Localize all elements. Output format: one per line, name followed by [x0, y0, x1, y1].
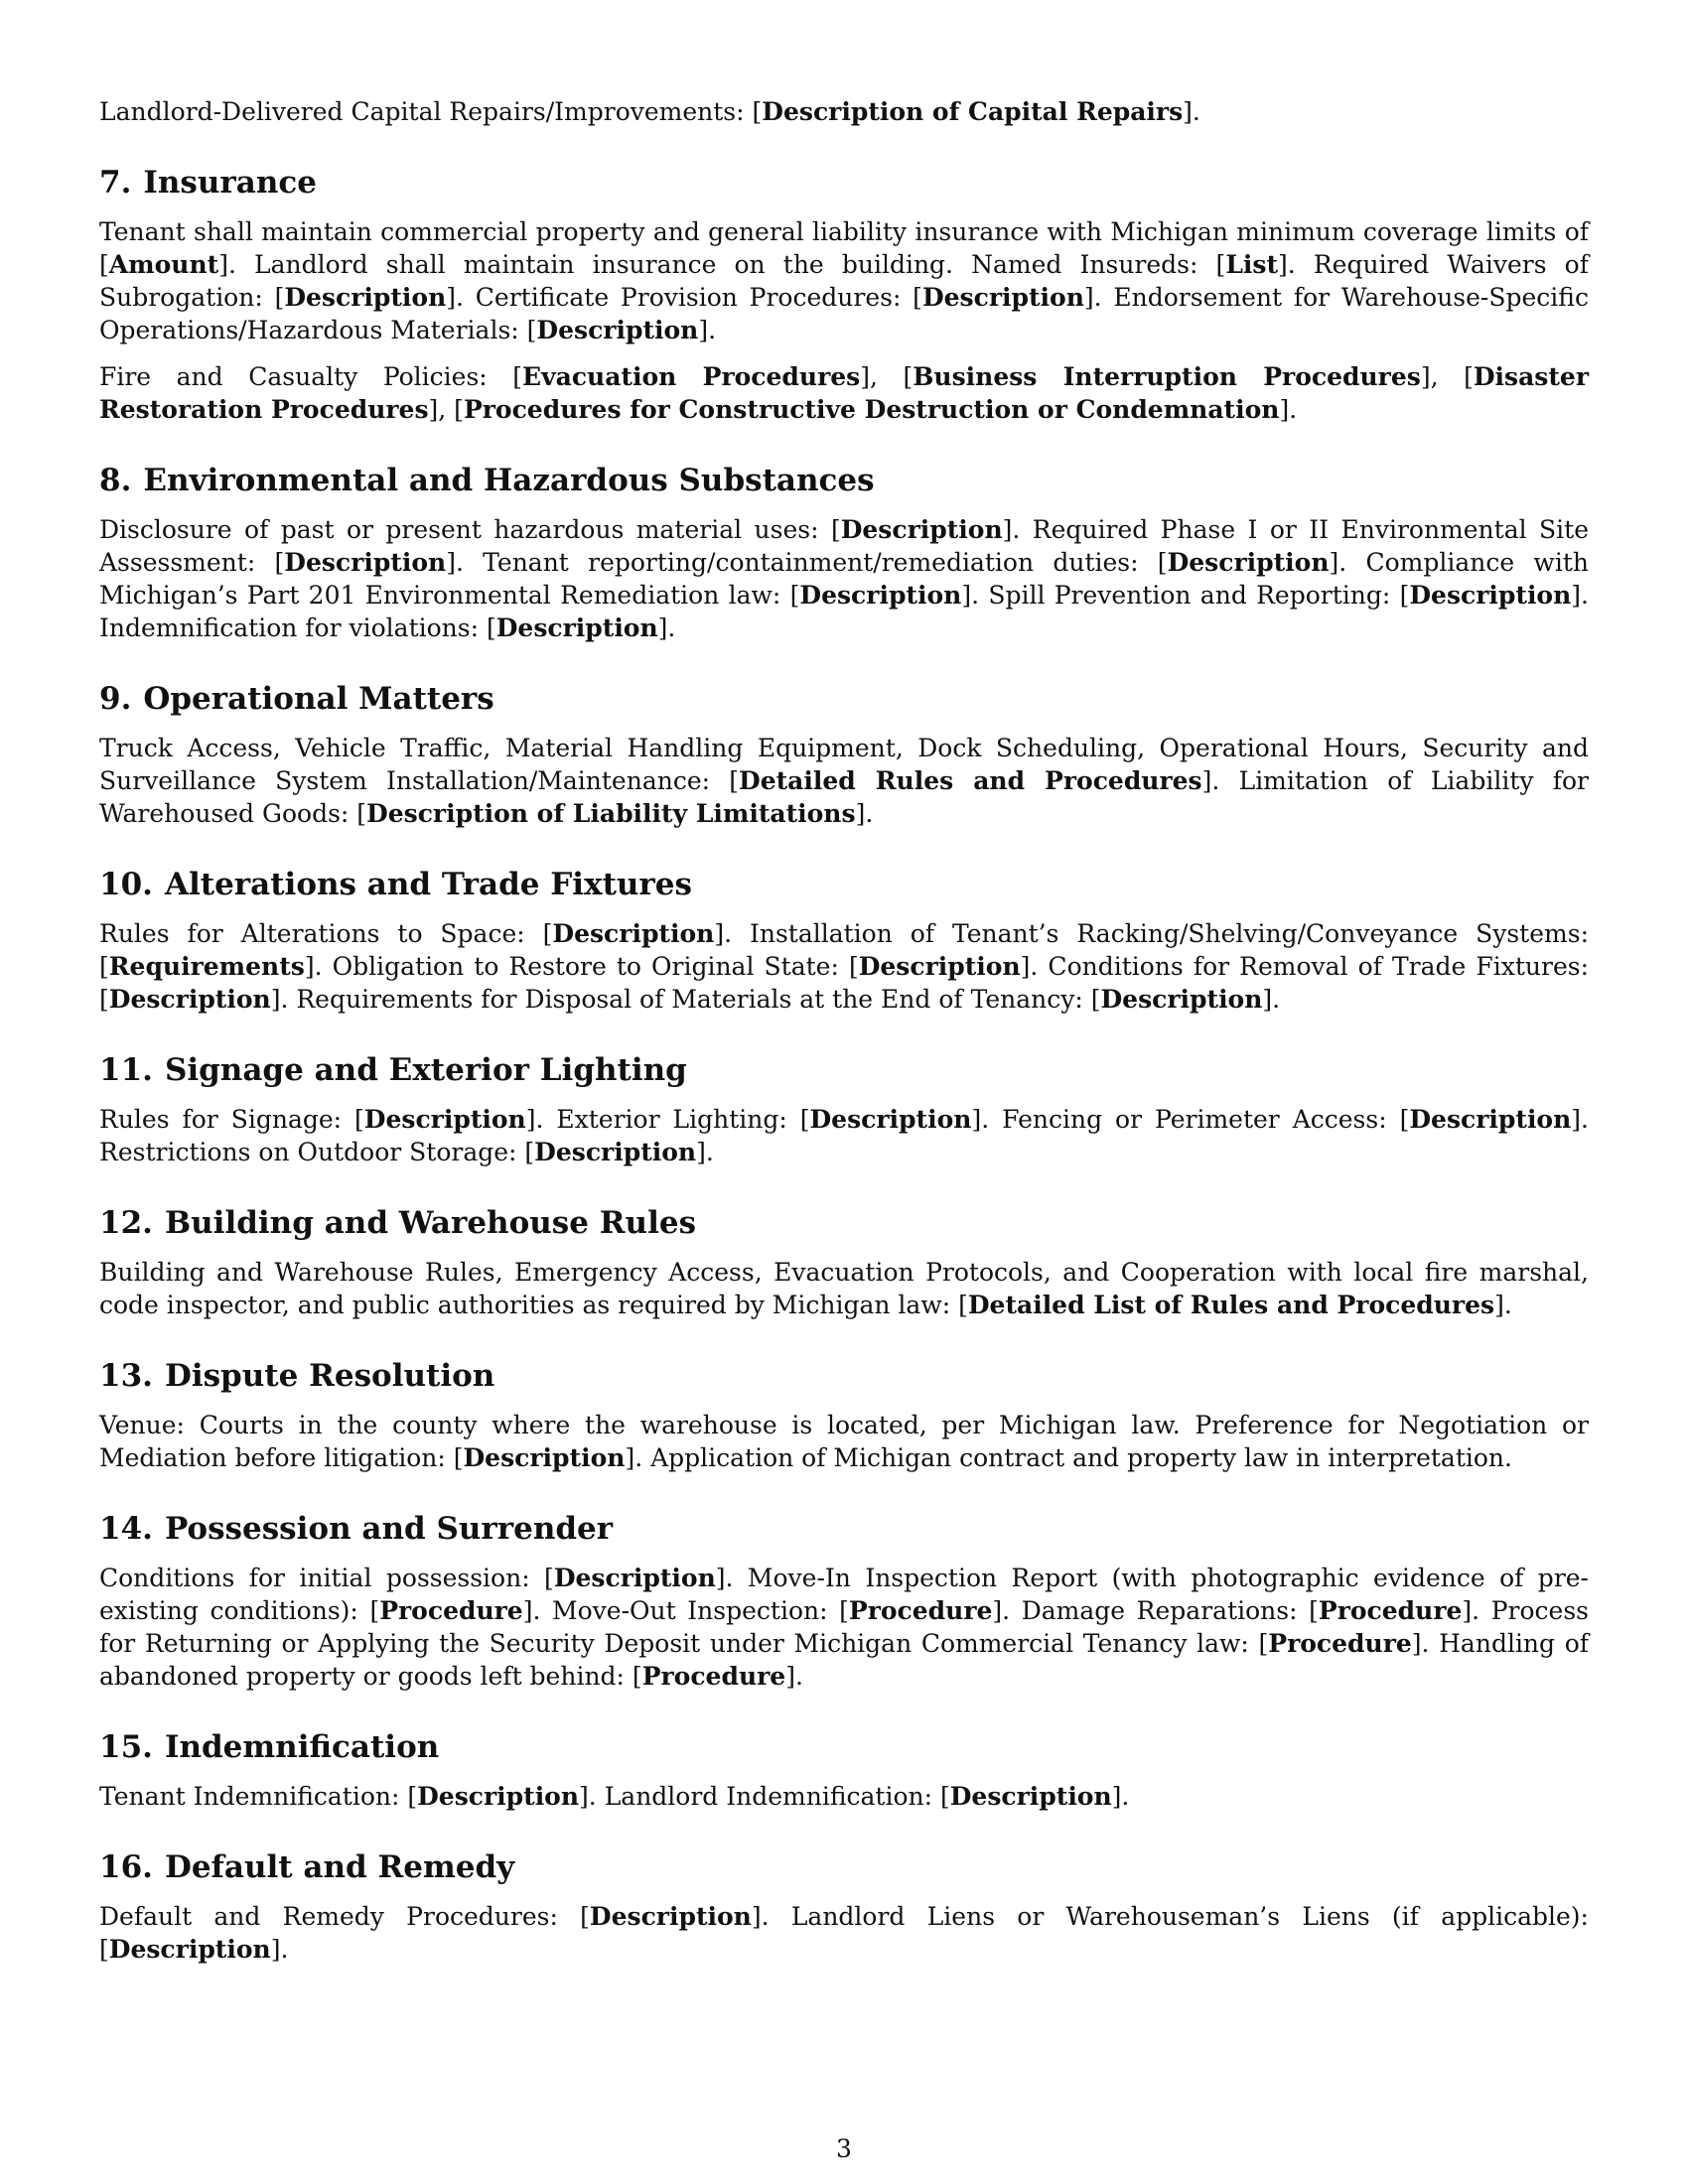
section-title: Indemnification [164, 1729, 440, 1765]
section-number: 10. [99, 867, 153, 902]
placeholder-field: Description [840, 515, 1003, 544]
text-run: ]. Indemnification for violations: [ [99, 581, 1589, 642]
text-run: Disclosure of past or present hazardous material uses: [ [99, 515, 841, 544]
section-number: 11. [99, 1052, 153, 1088]
placeholder-field: Description [949, 1782, 1112, 1811]
text-run: ]. Landlord Liens or Warehouseman’s Liens (if applicable): [ [99, 1902, 1589, 1964]
text-run: Default and Remedy Procedures: [ [99, 1902, 590, 1931]
text-run: ]. Exterior Lighting: [ [525, 1105, 810, 1134]
text-run: Fire and Casualty Policies: [ [99, 362, 523, 391]
section-heading [99, 866, 1589, 903]
section-paragraph [99, 360, 1589, 426]
text-run: ]. Compliance with Michigan’s Part 201 Environmental Remediation law: [ [99, 548, 1589, 610]
text-run: Conditions for initial possession: [ [99, 1564, 554, 1592]
section-title: Operational Matters [143, 681, 494, 717]
section-heading [99, 1204, 1589, 1242]
section-paragraph [99, 215, 1589, 346]
text-run: Tenant Indemnification: [ [99, 1782, 418, 1811]
section-number: 12. [99, 1205, 153, 1241]
text-run: ]. [1262, 985, 1281, 1014]
sections-container [99, 164, 1589, 1966]
placeholder-field: Description [921, 283, 1084, 312]
page-number: 3 [836, 2134, 852, 2163]
section-number: 7. [99, 165, 132, 201]
document-page [99, 95, 1589, 1979]
text-run: ]. [1111, 1782, 1130, 1811]
placeholder-field: Description [552, 919, 715, 948]
placeholder-field: Description [1409, 1105, 1572, 1134]
section-heading [99, 164, 1589, 202]
intro-field: Description of Capital Repairs [762, 97, 1184, 126]
placeholder-field: Description [1167, 548, 1330, 577]
section-title: Dispute Resolution [164, 1358, 495, 1394]
text-run: ]. Fencing or Perimeter Access: [ [971, 1105, 1410, 1134]
text-run: Building and Warehouse Rules, Emergency Access, Evacuation Protocols, and Cooperation with local fire marshal, code inspector, and public authorities as required by Michigan law: [ [99, 1258, 1589, 1319]
section-heading [99, 1848, 1589, 1886]
placeholder-field: Description [463, 1443, 626, 1472]
text-run: ]. [698, 316, 717, 344]
text-run: ]. Required Waivers of Subrogation: [ [99, 250, 1589, 312]
section-paragraph [99, 917, 1589, 1016]
placeholder-field: Amount [108, 250, 219, 279]
text-run: ]. Obligation to Restore to Original State: [ [304, 952, 859, 981]
text-run: ]. Restrictions on Outdoor Storage: [ [99, 1105, 1589, 1166]
text-run: ]. Installation of Tenant’s Racking/Shelving/Conveyance Systems: [ [99, 919, 1589, 981]
text-run: ]. Tenant reporting/containment/remediation duties: [ [446, 548, 1168, 577]
section-heading [99, 1357, 1589, 1395]
section-number: 13. [99, 1358, 153, 1394]
section-title: Building and Warehouse Rules [164, 1205, 697, 1241]
text-run: Rules for Signage: [ [99, 1105, 364, 1134]
section-paragraph [99, 1103, 1589, 1168]
placeholder-field: Description [284, 548, 447, 577]
section-number: 14. [99, 1511, 153, 1547]
placeholder-field: Disaster Restoration Procedures [99, 362, 1590, 424]
section-number: 9. [99, 681, 132, 717]
intro-paragraph: Landlord-Delivered Capital Repairs/Improvements: [Description of Capital Repairs]. [99, 97, 1200, 126]
text-run: ]. Spill Prevention and Reporting: [ [961, 581, 1410, 610]
section-paragraph [99, 1900, 1589, 1966]
section-paragraph [99, 1562, 1589, 1693]
placeholder-field: Procedures for Constructive Destruction or Condemnation [463, 395, 1280, 424]
text-run: ]. Certificate Provision Procedures: [ [446, 283, 922, 312]
text-run: ]. Conditions for Removal of Trade Fixtures: [ [99, 952, 1590, 1014]
text-run: Tenant shall maintain commercial property and general liability insurance with Michigan minimum coverage limits of [ [99, 217, 1589, 279]
text-run: ]. Requirements for Disposal of Materials at the End of Tenancy: [ [270, 985, 1101, 1014]
section-number: 16. [99, 1849, 153, 1885]
section-heading [99, 1051, 1589, 1089]
section-paragraph [99, 732, 1589, 830]
text-run: ]. Limitation of Liability for Warehoused Goods: [ [99, 766, 1589, 828]
section-title: Alterations and Trade Fixtures [164, 867, 692, 902]
text-run: ]. [270, 1935, 289, 1964]
text-run: Rules for Alterations to Space: [ [99, 919, 553, 948]
section-heading [99, 462, 1589, 499]
section-heading [99, 1728, 1589, 1766]
section-heading [99, 680, 1589, 718]
placeholder-field: Description [799, 581, 962, 610]
text-run: ]. Required Phase I or II Environmental Site Assessment: [ [99, 515, 1589, 577]
text-run: ]. Process for Returning or Applying the Security Deposit under Michigan Commercial Tenancy law: [ [99, 1596, 1589, 1658]
placeholder-field: Description [108, 985, 271, 1014]
placeholder-field: Evacuation Procedures [522, 362, 861, 391]
placeholder-field: Procedure [848, 1596, 993, 1625]
placeholder-field: List [1225, 250, 1279, 279]
section-number: 15. [99, 1729, 153, 1765]
section-title: Possession and Surrender [164, 1511, 614, 1547]
section-title: Insurance [143, 165, 317, 201]
text-run: ]. [1494, 1291, 1512, 1319]
placeholder-field: Description [589, 1902, 752, 1931]
text-run: ], [ [428, 395, 464, 424]
section-heading [99, 1510, 1589, 1548]
text-run: ]. Application of Michigan contract and property law in interpretation. [625, 1443, 1512, 1472]
text-run: ]. [855, 799, 874, 828]
placeholder-field: Description [284, 283, 447, 312]
text-run: Venue: Courts in the county where the warehouse is located, per Michigan law. Preference for Negotiation or Mediation before litigation: [ [99, 1411, 1589, 1472]
placeholder-field: Procedure [379, 1596, 523, 1625]
section-paragraph [99, 1409, 1589, 1474]
text-run: ]. Landlord Indemnification: [ [579, 1782, 950, 1811]
placeholder-field: Procedure [1318, 1596, 1463, 1625]
placeholder-field: Business Interruption Procedures [913, 362, 1421, 391]
placeholder-field: Description [858, 952, 1021, 981]
placeholder-field: Description [417, 1782, 580, 1811]
text-run: ]. Landlord shall maintain insurance on the building. Named Insureds: [ [218, 250, 1226, 279]
placeholder-field: Description [1100, 985, 1263, 1014]
placeholder-field: Detailed Rules and Procedures [739, 766, 1202, 795]
placeholder-field: Description [809, 1105, 972, 1134]
placeholder-field: Description [108, 1935, 271, 1964]
section-number: 8. [99, 463, 132, 498]
text-run: ]. Endorsement for Warehouse-Specific Operations/Hazardous Materials: [ [99, 283, 1589, 344]
placeholder-field: Requirements [108, 952, 305, 981]
text-run: ], [ [860, 362, 914, 391]
placeholder-field: Description [536, 316, 699, 344]
section-title: Default and Remedy [164, 1849, 515, 1885]
text-run: ]. [1279, 395, 1298, 424]
placeholder-field: Description [534, 1138, 697, 1166]
section-paragraph [99, 1780, 1589, 1813]
text-run: ]. [785, 1662, 803, 1691]
text-run: ]. Move-In Inspection Report (with photographic evidence of pre-existing conditions): [ [99, 1564, 1590, 1625]
placeholder-field: Description [495, 614, 658, 642]
text-run: ]. Move-Out Inspection: [ [522, 1596, 849, 1625]
text-run: ]. Damage Reparations: [ [992, 1596, 1319, 1625]
placeholder-field: Description of Liability Limitations [366, 799, 856, 828]
intro-label: Landlord-Delivered Capital Repairs/Improvements: [99, 97, 753, 126]
placeholder-field: Description [553, 1564, 716, 1592]
text-run: ]. [696, 1138, 714, 1166]
text-run: ]. Handling of abandoned property or goods left behind: [ [99, 1629, 1589, 1691]
section-title: Signage and Exterior Lighting [164, 1052, 687, 1088]
text-run: ]. [657, 614, 676, 642]
text-run: Truck Access, Vehicle Traffic, Material Handling Equipment, Dock Scheduling, Operational Hours, Security and Surveillance System Installation/Maintenance: [ [99, 734, 1589, 795]
placeholder-field: Description [363, 1105, 526, 1134]
section-paragraph [99, 1256, 1589, 1321]
placeholder-field: Detailed List of Rules and Procedures [967, 1291, 1495, 1319]
section-paragraph [99, 513, 1589, 644]
text-run: ], [ [1420, 362, 1474, 391]
placeholder-field: Procedure [1268, 1629, 1412, 1658]
placeholder-field: Procedure [641, 1662, 786, 1691]
placeholder-field: Description [1409, 581, 1572, 610]
section-title: Environmental and Hazardous Substances [143, 463, 875, 498]
